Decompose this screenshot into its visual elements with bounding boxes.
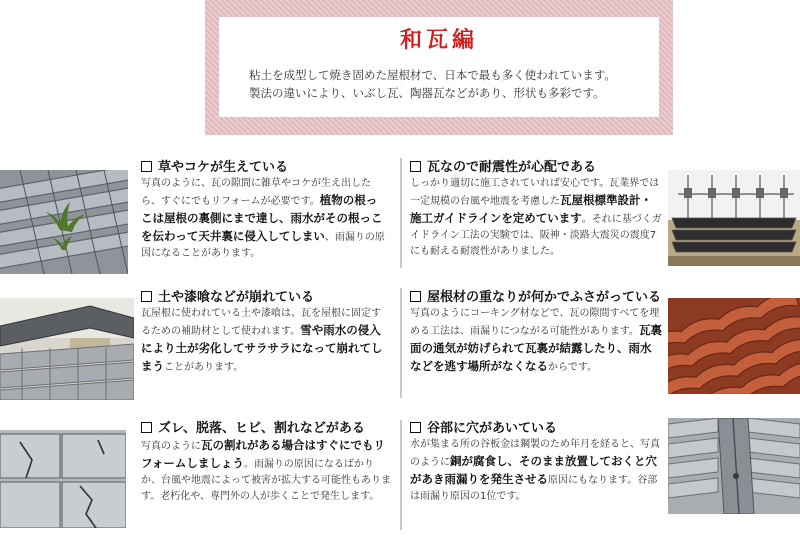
section-overlap-text: からです。 xyxy=(548,362,598,373)
section-plaster-title xyxy=(141,290,388,306)
section-earthquake-title-text: 瓦なので耐震性が心配である xyxy=(427,160,597,175)
checkbox-icon xyxy=(141,422,152,433)
section-earthquake-text: 。それに基づくガイドライン工法の実験では、阪神・淡路大震災の震度7にも耐える耐震性がありました。 xyxy=(410,214,662,257)
column-divider xyxy=(400,158,402,268)
section-earthquake-title xyxy=(410,160,662,176)
section-plaster xyxy=(141,290,388,376)
column-divider xyxy=(400,288,402,398)
section-overlap xyxy=(410,290,662,376)
photo-red-tiles xyxy=(668,298,800,394)
section-valley-emphasis: 銅が腐食し、そのまま放置しておくと穴があき雨漏りを発生させる xyxy=(410,454,657,486)
section-moss-title xyxy=(141,160,386,176)
section-cracks-text: 写真のように xyxy=(141,441,201,452)
section-cracks xyxy=(141,421,393,505)
section-plaster-title-text: 土や漆喰などが崩れている xyxy=(158,290,315,305)
intro-line-2: 製法の違いにより、いぶし瓦、陶器瓦などがあり、形状も多彩です。 xyxy=(249,86,605,100)
checkbox-icon xyxy=(410,422,421,433)
section-earthquake-text: しっかり適切に施工されていれば安心です。瓦業界では一定規模の台風や地震を考慮した xyxy=(410,178,660,207)
section-valley-text: 原因にもなります。谷部は雨漏り原因の1位です。 xyxy=(410,475,658,502)
column-divider xyxy=(400,420,402,530)
header-frame xyxy=(205,0,673,135)
intro-line-1: 粘土を成型して焼き固めた屋根材で、日本で最も多く使われています。 xyxy=(249,68,616,82)
header-box xyxy=(219,17,659,117)
section-earthquake-body xyxy=(410,176,662,260)
section-plaster-text: ことがあります。 xyxy=(164,362,244,373)
section-moss-text: 、雨漏りの原因になることがあります。 xyxy=(141,232,385,259)
page-title: 和瓦編 xyxy=(399,28,478,53)
photo-crumbling-ridge xyxy=(0,298,134,400)
section-valley-title xyxy=(410,421,662,437)
section-plaster-text: 瓦屋根に使われている土や漆喰は、瓦を屋根に固定するための補助材として使われます。 xyxy=(141,308,381,337)
checkbox-icon xyxy=(141,291,152,302)
section-moss xyxy=(141,160,386,262)
section-moss-title-text: 草やコケが生えている xyxy=(158,160,289,175)
section-valley-text: 水が集まる所の谷板金は鋼製のため年月を経ると、写真のように xyxy=(410,439,660,468)
photo-earthquake-test xyxy=(668,170,800,266)
section-moss-emphasis: 植物の根っこは屋根の裏側にまで達し、雨水がその根っこを伝わって天井裏に侵入してしまい xyxy=(141,193,383,243)
photo-cracked-tiles xyxy=(0,430,126,528)
section-valley xyxy=(410,421,662,505)
section-moss-text: 写真のように、瓦の隙間に雑草やコケが生え出したら、すぐにでもリフォームが必要です。 xyxy=(141,178,371,207)
photo-moss-on-roof xyxy=(0,170,128,274)
section-plaster-body xyxy=(141,306,388,376)
section-overlap-emphasis: 瓦裏面の通気が妨げられて瓦裏が結露したり、雨水などを逃す場所がなくなる xyxy=(410,323,662,373)
section-overlap-text: 写真のようにコーキング材などで、瓦の隙間すべてを埋める工法は、雨漏りにつながる可能性があります。 xyxy=(410,308,660,337)
section-cracks-title xyxy=(141,421,393,437)
checkbox-icon xyxy=(410,291,421,302)
section-moss-body xyxy=(141,176,386,262)
section-overlap-title xyxy=(410,290,662,306)
section-earthquake-emphasis: 瓦屋根標準設計・施工ガイドライン xyxy=(410,193,652,225)
section-cracks-title-text: ズレ、脱落、ヒビ、割れなどがある xyxy=(158,421,365,436)
section-earthquake xyxy=(410,160,662,260)
checkbox-icon xyxy=(410,161,421,172)
section-earthquake-emphasis: を定めています xyxy=(501,211,582,225)
section-cracks-emphasis: 瓦の割れがある場合はすぐにでもリフォームしましょう xyxy=(141,438,385,470)
intro-text xyxy=(249,66,649,102)
photo-valley-metal xyxy=(668,418,800,514)
checkbox-icon xyxy=(141,161,152,172)
section-cracks-text: 。雨漏りの原因になるばかりか、台風や地震によって被害が拡大する可能性もあります。老朽化や、専門外の人が歩くことで発生します。 xyxy=(141,459,391,502)
section-overlap-body xyxy=(410,306,662,376)
section-valley-body xyxy=(410,437,662,505)
section-valley-title-text: 谷部に穴があいている xyxy=(427,421,558,436)
section-overlap-title-text: 屋根材の重なりが何かでふさがっている xyxy=(427,290,662,305)
section-plaster-emphasis: 雪や雨水の侵入により土が劣化してサラサラになって崩れてしまう xyxy=(141,323,383,373)
section-cracks-body xyxy=(141,437,393,505)
